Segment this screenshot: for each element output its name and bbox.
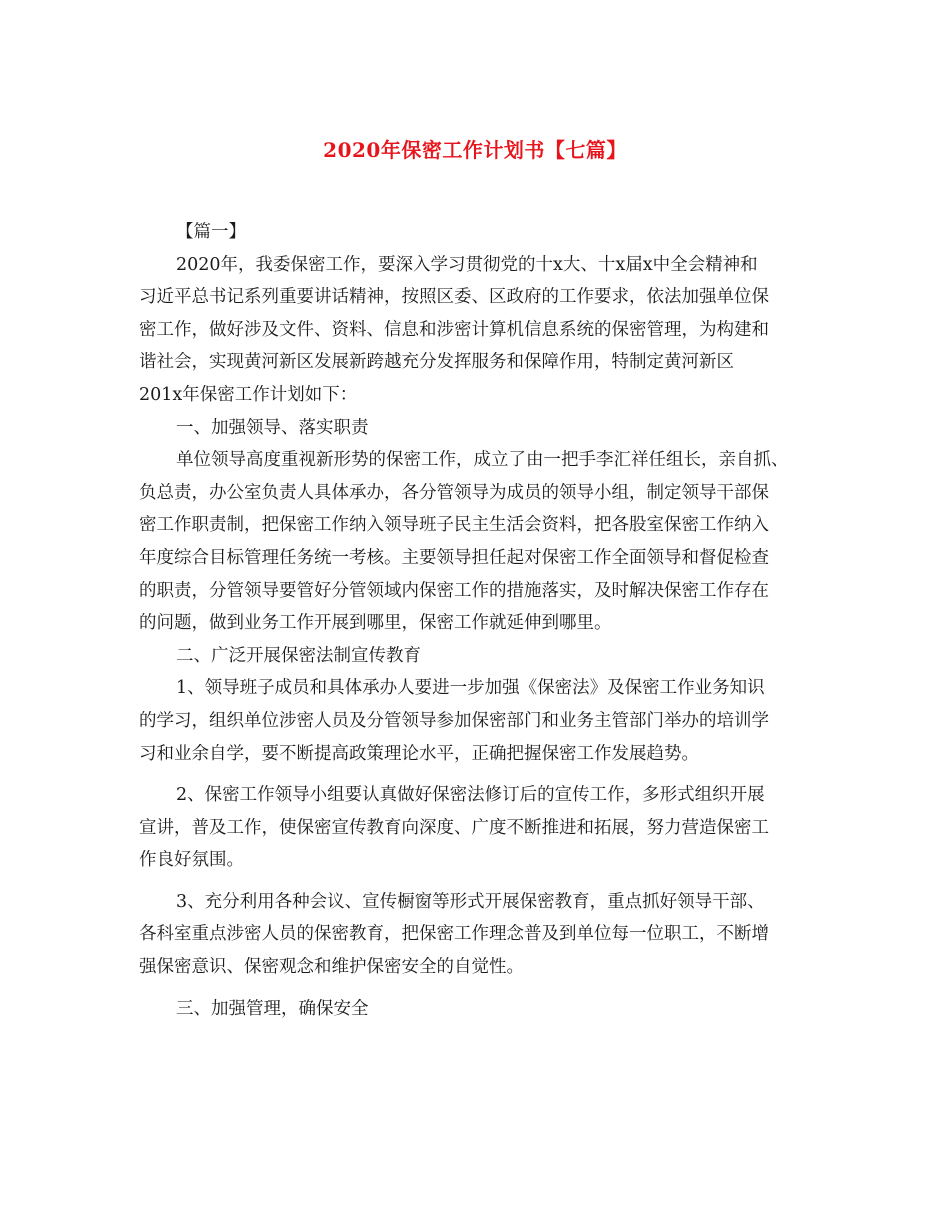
paragraph-line: 密工作职责制，把保密工作纳入领导班子民主生活会资料，把各股室保密工作纳入: [139, 515, 769, 536]
section-heading-1: 一、加强领导、落实职责: [176, 417, 369, 438]
paragraph-line: 的学习，组织单位涉密人员及分管领导参加保密部门和业务主管部门举办的培训学: [139, 710, 769, 731]
paragraph-line: 密工作，做好涉及文件、资料、信息和涉密计算机信息系统的保密管理，为构建和: [139, 319, 769, 340]
section-heading-pian-yi: 【篇一】: [176, 222, 246, 242]
paragraph-line: 作良好氛围。: [139, 850, 244, 871]
paragraph-line: 的职责，分管领导要管好分管领域内保密工作的措施落实，及时解决保密工作存在: [139, 580, 769, 601]
paragraph-line: 3、充分利用各种会议、宣传橱窗等形式开展保密教育，重点抓好领导干部、: [176, 891, 765, 912]
paragraph-line: 负总责，办公室负责人具体承办，各分管领导为成员的领导小组，制定领导干部保: [139, 482, 769, 503]
paragraph-line: 强保密意识、保密观念和维护保密安全的自觉性。: [139, 957, 524, 978]
paragraph-line: 年度综合目标管理任务统一考核。主要领导担任起对保密工作全面领导和督促检查: [139, 547, 769, 568]
section-heading-2: 二、广泛开展保密法制宣传教育: [176, 645, 421, 666]
paragraph-line: 谐社会，实现黄河新区发展新跨越充分发挥服务和保障作用，特制定黄河新区: [139, 352, 734, 373]
section-heading-3: 三、加强管理，确保安全: [176, 998, 369, 1019]
paragraph-line: 习和业余自学，要不断提高政策理论水平，正确把握保密工作发展趋势。: [139, 743, 699, 764]
paragraph-line: 单位领导高度重视新形势的保密工作，成立了由一把手李汇祥任组长，亲自抓、: [176, 450, 789, 471]
paragraph-line: 各科室重点涉密人员的保密教育，把保密工作理念普及到单位每一位职工，不断增: [139, 924, 769, 945]
paragraph-line: 1、领导班子成员和具体承办人要进一步加强《保密法》及保密工作业务知识: [176, 678, 765, 699]
paragraph-line: 宣讲，普及工作，使保密宣传教育向深度、广度不断推进和拓展，努力营造保密工: [139, 817, 769, 838]
paragraph-line: 的问题，做到业务工作开展到哪里，保密工作就延伸到哪里。: [139, 613, 612, 634]
document-body: [139, 216, 819, 1025]
paragraph-line: 2、保密工作领导小组要认真做好保密法修订后的宣传工作，多形式组织开展: [176, 785, 765, 806]
paragraph-line: 习近平总书记系列重要讲话精神，按照区委、区政府的工作要求，依法加强单位保: [139, 287, 769, 308]
document-title: 2020年保密工作计划书【七篇】: [323, 138, 627, 162]
paragraph-line: 201x年保密工作计划如下：: [139, 384, 358, 405]
paragraph-line: 2020年，我委保密工作，要深入学习贯彻党的十x大、十x届x中全会精神和: [176, 254, 758, 275]
